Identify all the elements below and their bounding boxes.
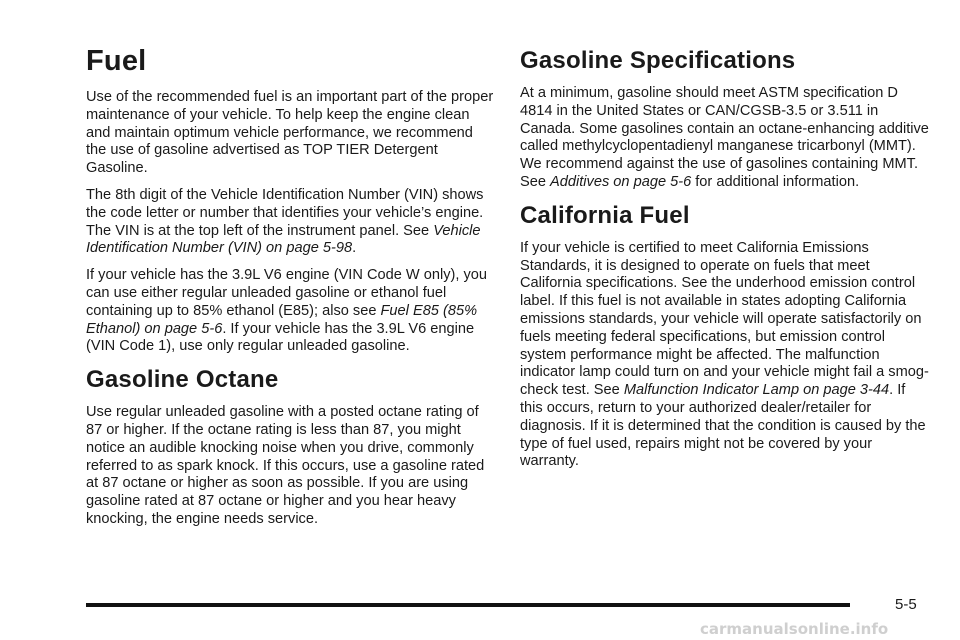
footer-rule — [86, 603, 850, 607]
page-number: 5-5 — [895, 596, 917, 613]
additives-reference-link[interactable]: Additives on page 5-6 — [550, 173, 692, 190]
fuel-paragraph-3-text: If your vehicle has the 3.9L V6 engine (VIN Code W only), you can use either regular unleaded gasoline or ethanol fuel containing up to 85% ethanol (E85); also see — [86, 267, 488, 319]
specifications-paragraph-end: for additional information. — [691, 173, 860, 190]
specifications-paragraph — [520, 85, 930, 192]
specifications-paragraph-text: At a minimum, gasoline should meet ASTM specification D 4814 in the United States or CAN/CGSB-3.5 or 3.511 in Canada. Some gasolines contain an octane-enhancing additive called methylcyclopentadienyl manganese tricarbonyl (MMT). We recommend against the use of gasolines containing MMT. See — [520, 85, 929, 190]
watermark: carmanualsonline.info — [700, 620, 889, 638]
specifications-heading: Gasoline Specifications — [520, 47, 796, 74]
fuel-paragraph-2 — [86, 187, 494, 258]
fuel-paragraph-1: Use of the recommended fuel is an important part of the proper maintenance of your vehicle. To help keep the engine clean and maintain optimum vehicle performance, we recommend the use of gasoline advertised as TOP TIER Detergent Gasoline. — [86, 89, 494, 177]
octane-heading: Gasoline Octane — [86, 366, 279, 394]
fuel-paragraph-2-end: . — [352, 240, 357, 257]
california-heading: California Fuel — [520, 201, 690, 229]
e85-reference-link[interactable]: Fuel E85 (85% Ethanol) on page 5-6 — [86, 302, 478, 337]
california-paragraph — [520, 240, 930, 471]
mil-reference-link[interactable]: Malfunction Indicator Lamp on page 3-44 — [623, 382, 890, 399]
fuel-heading: Fuel — [86, 45, 147, 77]
fuel-paragraph-3-end: . If your vehicle has the 3.9L V6 engine (VIN Code 1), use only regular unleaded gasoline. — [86, 320, 475, 355]
fuel-paragraph-3 — [86, 267, 494, 356]
octane-paragraph: Use regular unleaded gasoline with a posted octane rating of 87 or higher. If the octane rating is less than 87, you might notice an audible knocking noise when you drive, commonly referred to as spark knock. If this occurs, use a gasoline rated at 87 octane or higher as soon as possible. If you are using gasoline rated at 87 octane or higher and you hear heavy knocking, the engine needs service. — [86, 404, 485, 527]
vin-reference-link[interactable]: Vehicle Identification Number (VIN) on page 5-98 — [86, 222, 481, 257]
california-paragraph-text: If your vehicle is certified to meet California Emissions Standards, it is designed to operate on fuels that meet California specifications. See the underhood emission control label. If this fuel is not available in states adopting California emissions standards, your vehicle will operate satisfactorily on fuels meeting federal specifications, but emission control system performance might be affected. The malfunction indicator lamp could turn on and your vehicle might fail a smog-check test. See — [520, 239, 929, 399]
california-paragraph-end: . If this occurs, return to your authorized dealer/retailer for diagnosis. If it is determined that the condition is caused by the type of fuel used, repairs might not be covered by your warranty. — [520, 382, 926, 470]
left-column — [86, 40, 494, 538]
fuel-paragraph-2-text: The 8th digit of the Vehicle Identification Number (VIN) shows the code letter or number that identifies your vehicle’s engine. The VIN is at the top left of the instrument panel. See — [86, 186, 484, 239]
right-column — [520, 40, 930, 480]
